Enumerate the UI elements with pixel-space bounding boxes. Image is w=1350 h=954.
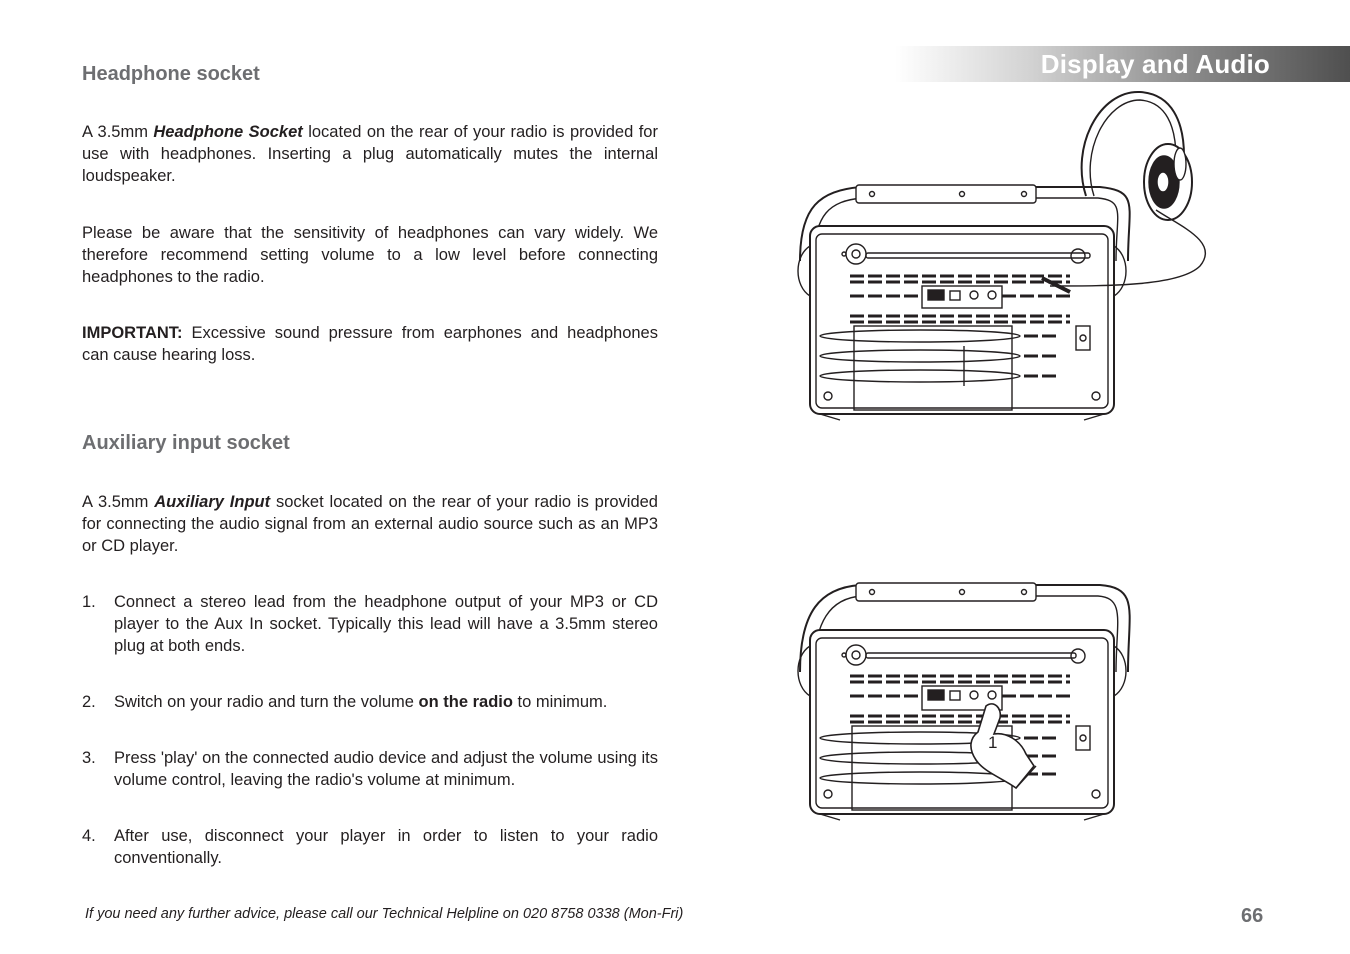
heading-headphone-socket: Headphone socket <box>82 63 260 85</box>
callout-number: 1 <box>988 733 998 752</box>
text-run: A 3.5mm <box>82 493 155 511</box>
headphone-paragraph-1 <box>82 121 658 187</box>
step-text: Press 'play' on the connected audio device and adjust the volume using its volume control, leaving the radio's volume at minimum. <box>114 749 658 789</box>
important-notice <box>82 322 658 366</box>
list-item-step-4 <box>82 825 658 869</box>
step-number: 2. <box>82 693 96 711</box>
aux-paragraph-1 <box>82 491 658 557</box>
radio-rear-headphones-illustration <box>780 86 1220 426</box>
step-number: 4. <box>82 827 96 845</box>
emphasis-headphone-socket: Headphone Socket <box>153 123 303 141</box>
step-text: After use, disconnect your player in order to listen to your radio conventionally. <box>114 827 658 867</box>
list-item-step-2 <box>82 691 658 713</box>
step-number: 1. <box>82 593 96 611</box>
step-text <box>114 691 658 713</box>
list-item-step-3 <box>82 747 658 791</box>
radio-rear-aux-illustration <box>780 582 1220 822</box>
text-run: socket located on the rear of your radio is provided for connecting the audio signal from an external audio source such as an MP3 or CD player. <box>82 493 658 555</box>
text-run: A 3.5mm <box>82 123 154 141</box>
text-run: located on the rear of your radio is provided for use with headphones. Inserting a plug automatically mutes the internal loudspeaker. <box>82 123 658 185</box>
important-label: IMPORTANT: <box>82 324 183 342</box>
step-text: Connect a stereo lead from the headphone output of your MP3 or CD player to the Aux In socket. Typically this lead will have a 3.5mm stereo plug at both ends. <box>114 593 658 655</box>
text-run: to minimum. <box>512 693 608 711</box>
heading-auxiliary-input-socket: Auxiliary input socket <box>82 432 290 454</box>
section-header-bar <box>895 46 1350 82</box>
important-text: Excessive sound pressure from earphones and headphones can cause hearing loss. <box>82 324 658 364</box>
page-number: 66 <box>1241 905 1264 927</box>
headphone-paragraph-2: Please be aware that the sensitivity of headphones can vary widely. We therefore recommend setting volume to a low level before connecting headphones to the radio. <box>82 224 658 286</box>
text-run: Switch on your radio and turn the volume <box>114 693 419 711</box>
emphasis-on-the-radio: on the radio <box>418 693 513 711</box>
list-item-step-1 <box>82 591 658 657</box>
emphasis-auxiliary-input: Auxiliary Input <box>154 493 271 511</box>
step-number: 3. <box>82 749 96 767</box>
helpline-footer: If you need any further advice, please call our Technical Helpline on 020 8758 0338 (Mon-Fri) <box>85 906 684 922</box>
section-title: Display and Audio <box>1040 49 1270 79</box>
